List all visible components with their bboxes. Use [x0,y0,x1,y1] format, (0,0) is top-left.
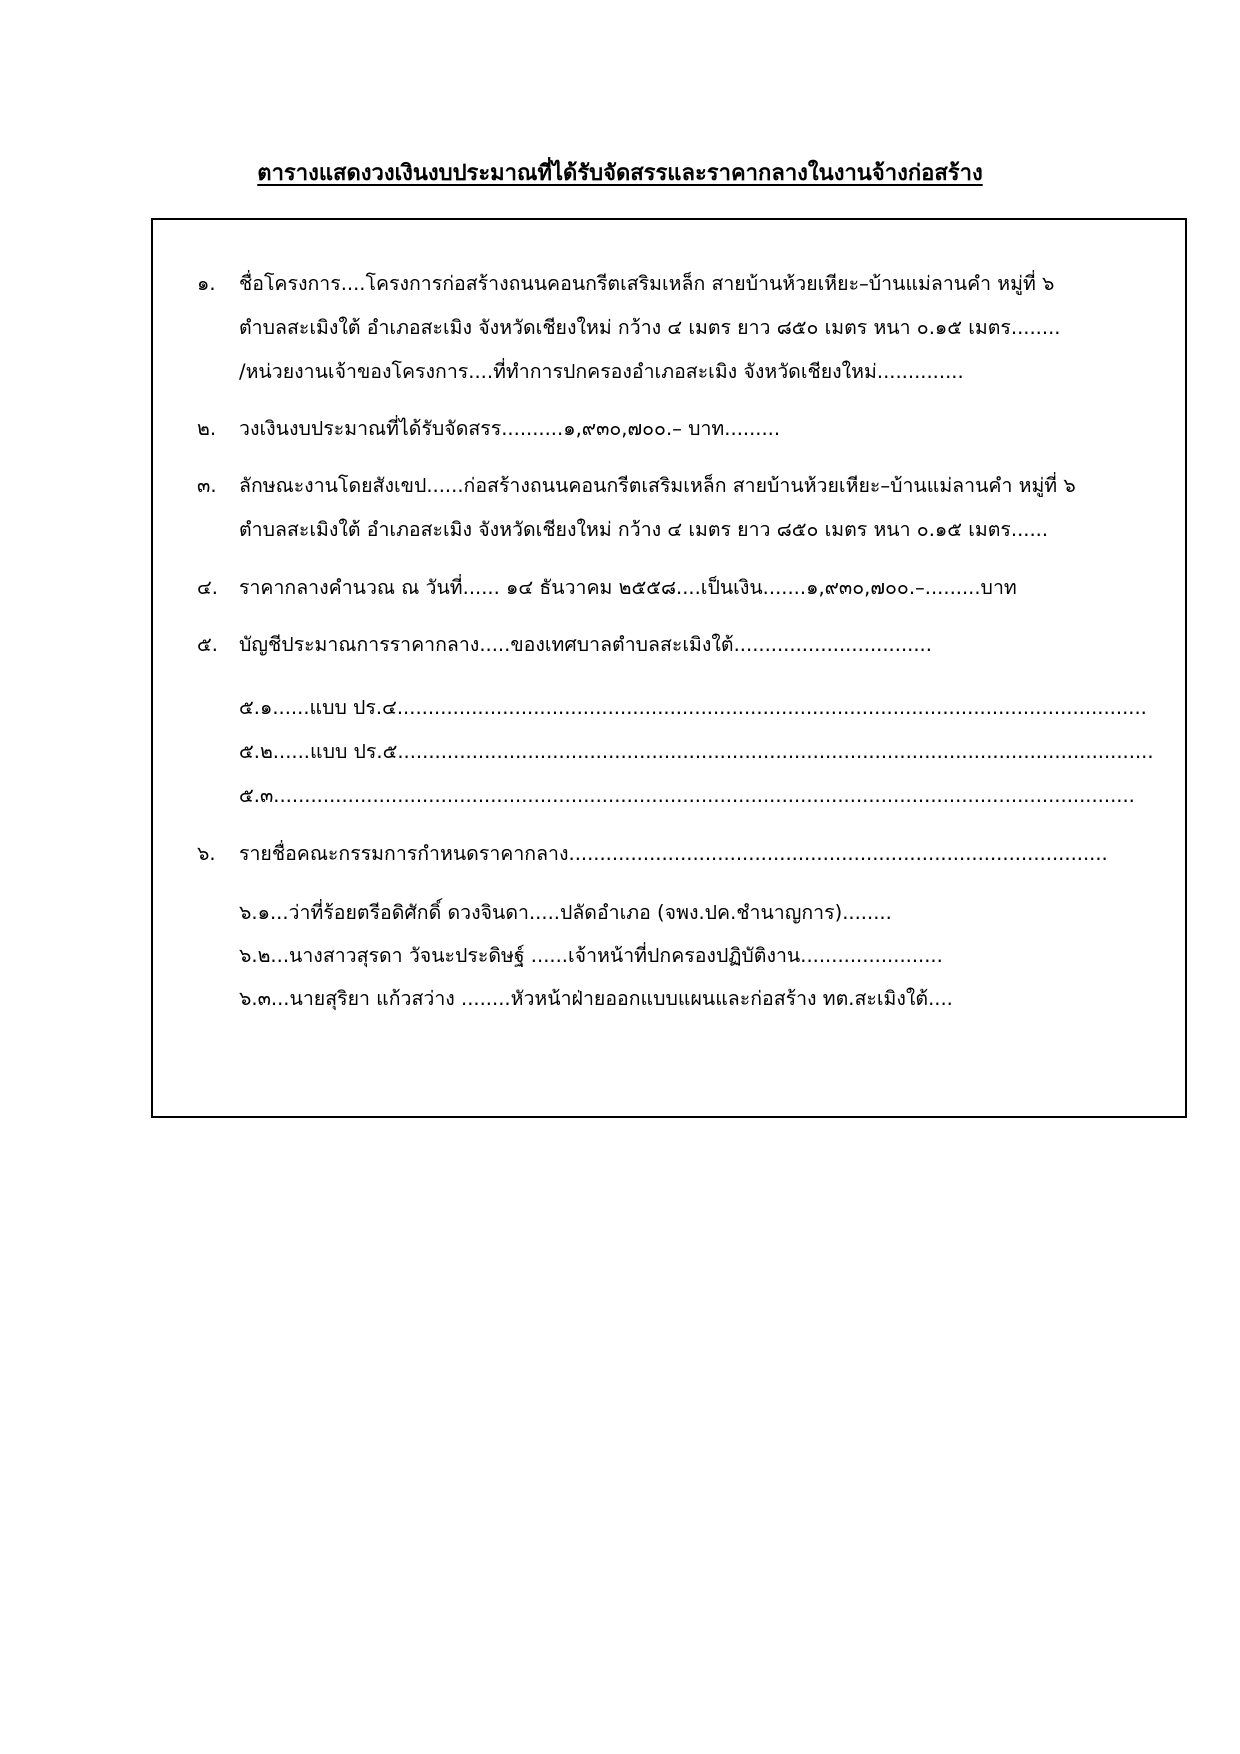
sub-item-5-3-text: ๕.๓........................................................................................................................................... [239,784,1135,807]
document-title: ตารางแสดงวงเงินงบประมาณที่ได้รับจัดสรรและราคากลางในงานจ้างก่อสร้าง [257,161,983,186]
item-6-line-1: รายชื่อคณะกรรมการกำหนดราคากลาง....................................................................................... [239,842,1108,865]
item-2-line-1: วงเงินงบประมาณที่ได้รับจัดสรร..........๑,๙๓๐,๗๐๐.– บาท......... [239,417,781,440]
item-4-number: ๔. [197,576,218,599]
item-5-number: ๕. [197,633,218,656]
item-3-line-2: ตำบลสะเมิงใต้ อำเภอสะเมิง จังหวัดเชียงใหม่ กว้าง ๔ เมตร ยาว ๘๕๐ เมตร หนา ๐.๑๕ เมตร...... [239,518,1049,541]
item-2-number: ๒. [197,417,217,440]
sub-item-5-2-text: ๕.๒......แบบ ปร.๕.......................................................................................................................... [239,740,1154,763]
item-1-line-3: /หน่วยงานเจ้าของโครงการ....ที่ทำการปกครองอำเภอสะเมิง จังหวัดเชียงใหม่.............. [239,360,964,383]
content-box [151,218,1187,1118]
item-4-line-1: ราคากลางคำนวณ ณ วันที่...... ๑๔ ธันวาคม ๒๕๕๘....เป็นเงิน.......๑,๙๓๐,๗๐๐.–.........บาท [239,576,1017,599]
item-1-line-1: ชื่อโครงการ....โครงการก่อสร้างถนนคอนกรีตเสริมเหล็ก สายบ้านห้วยเหียะ–บ้านแม่ลานคำ หมู่ที่ ๖ [239,272,1055,295]
sub-item-6-3-text: ๖.๓...นายสุริยา แก้วสว่าง ........หัวหน้าฝ่ายออกแบบแผนและก่อสร้าง ทต.สะเมิงใต้.... [239,987,953,1010]
sub-item-5-1-text: ๕.๑......แบบ ปร.๔......................................................................................................................... [239,696,1147,719]
sub-item-6-1-text: ๖.๑...ว่าที่ร้อยตรีอดิศักดิ์ ดวงจินดา.....ปลัดอำเภอ (จพง.ปค.ชำนาญการ)........ [239,901,892,924]
item-5-line-1: บัญชีประมาณการราคากลาง.....ของเทศบาลตำบลสะเมิงใต้................................ [239,633,932,656]
item-6-number: ๖. [197,842,216,865]
item-3-number: ๓. [197,474,217,497]
item-1-number: ๑. [197,272,216,295]
item-3-line-1: ลักษณะงานโดยสังเขป......ก่อสร้างถนนคอนกรีตเสริมเหล็ก สายบ้านห้วยเหียะ–บ้านแม่ลานคำ หมู่ที่ ๖ [239,474,1076,497]
sub-item-6-2-text: ๖.๒...นางสาวสุรดา วัจนะประดิษฐ์ ......เจ้าหน้าที่ปกครองปฏิบัติงาน....................... [239,944,943,967]
item-1-line-2: ตำบลสะเมิงใต้ อำเภอสะเมิง จังหวัดเชียงใหม่ กว้าง ๔ เมตร ยาว ๘๕๐ เมตร หนา ๐.๑๕ เมตร........ [239,316,1061,339]
